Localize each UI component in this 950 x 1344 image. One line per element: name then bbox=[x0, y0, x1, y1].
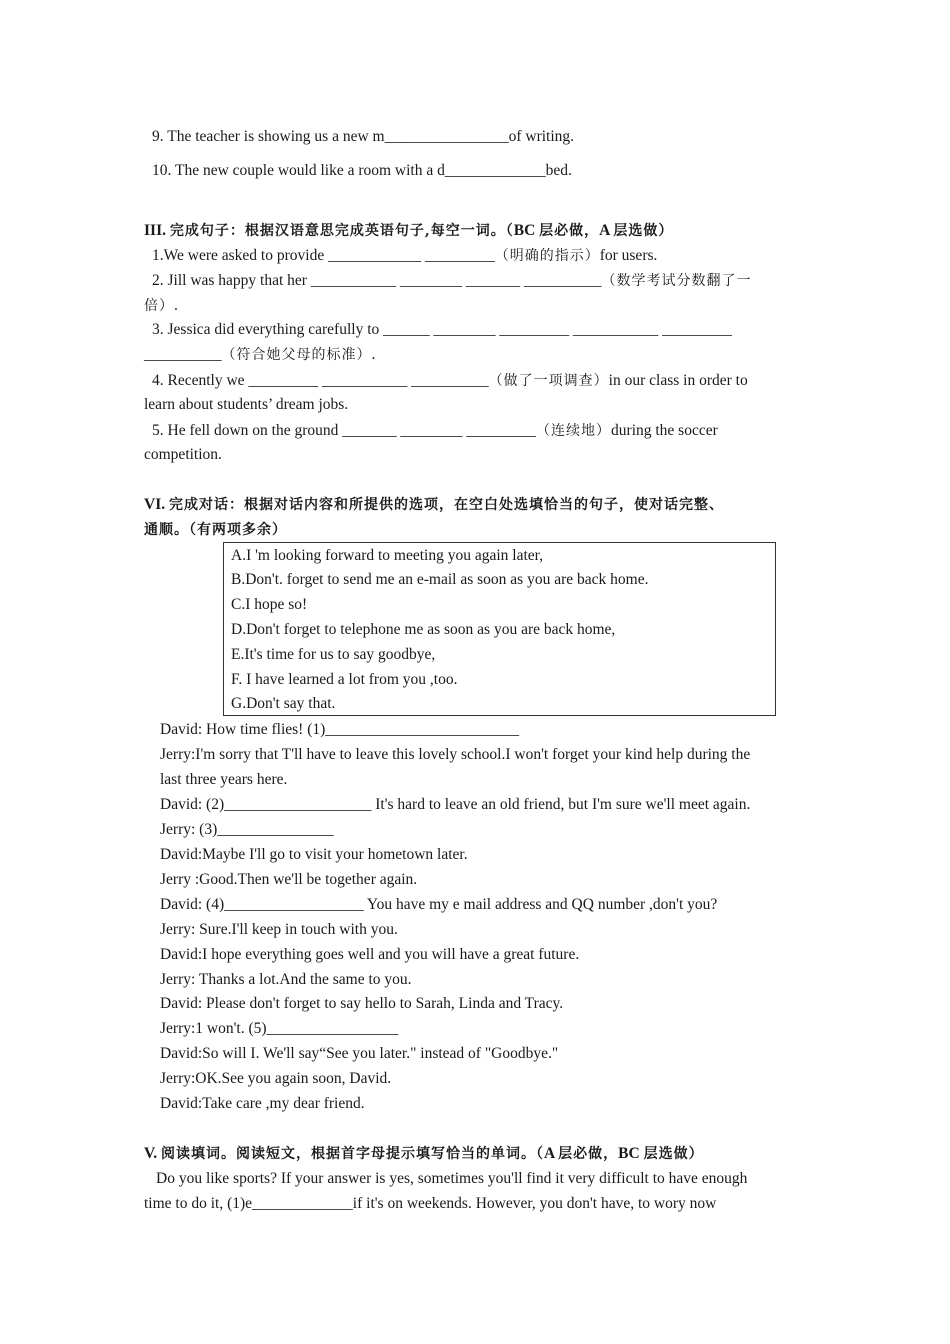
option-c: C.I hope so! bbox=[231, 596, 308, 613]
dialogue-line: Jerry:1 won't. (5)_________________ bbox=[160, 1020, 399, 1037]
section-6-heading-cont: 通顺。（有两项多余） bbox=[144, 522, 287, 538]
dialogue-line: David: How time flies! (1)_________________________ bbox=[160, 721, 520, 738]
sentence-1: 1.We were asked to provide ____________ _________（明确的指示）for users. bbox=[152, 247, 658, 264]
dialogue-line: Jerry: Thanks a lot.And the same to you. bbox=[160, 971, 412, 988]
option-g: G.Don't say that. bbox=[231, 695, 336, 712]
sentence-2-cont: 倍）. bbox=[144, 297, 178, 314]
dialogue-line: David:Take care ,my dear friend. bbox=[160, 1095, 365, 1112]
section-5-heading: V. 阅读填词。阅读短文，根据首字母提示填写恰当的单词。（A 层必做，BC 层选做） bbox=[144, 1145, 704, 1162]
dialogue-line: last three years here. bbox=[160, 771, 288, 788]
question-10: 10. The new couple would like a room with a d_____________bed. bbox=[152, 162, 572, 179]
option-d: D.Don't forget to telephone me as soon as you are back home, bbox=[231, 621, 616, 638]
section-6-heading: VI. 完成对话：根据对话内容和所提供的选项，在空白处选填恰当的句子，使对话完整、 bbox=[144, 496, 724, 513]
section-3-heading: III. 完成句子：根据汉语意思完成英语句子,每空一词。（BC 层必做，A 层选做） bbox=[144, 222, 674, 239]
dialogue-line: Jerry:OK.See you again soon, David. bbox=[160, 1070, 392, 1087]
dialogue-line: Jerry :Good.Then we'll be together again. bbox=[160, 871, 418, 888]
sentence-5-cont: competition. bbox=[144, 446, 222, 463]
option-a: A.I 'm looking forward to meeting you again later, bbox=[231, 547, 544, 564]
option-e: E.It's time for us to say goodbye, bbox=[231, 646, 436, 663]
sentence-2: 2. Jill was happy that her ___________ ________ _______ __________（数学考试分数翻了一 bbox=[152, 272, 752, 289]
dialogue-line: David: (2)___________________ It's hard to leave an old friend, but I'm sure we'll meet again. bbox=[160, 796, 751, 813]
sentence-4: 4. Recently we _________ ___________ __________（做了一项调查）in our class in order to bbox=[152, 372, 748, 389]
dialogue-line: David:So will I. We'll say“See you later." instead of "Goodbye." bbox=[160, 1045, 559, 1062]
dialogue-line: Jerry: Sure.I'll keep in touch with you. bbox=[160, 921, 398, 938]
question-9: 9. The teacher is showing us a new m________________of writing. bbox=[152, 128, 575, 145]
dialogue-line: David:Maybe I'll go to visit your hometown later. bbox=[160, 846, 468, 863]
passage-line-1: Do you like sports? If your answer is yes, sometimes you'll find it very difficult to have enough bbox=[156, 1170, 748, 1187]
dialogue-line: David:I hope everything goes well and you will have a great future. bbox=[160, 946, 580, 963]
option-b: B.Don't. forget to send me an e-mail as soon as you are back home. bbox=[231, 571, 649, 588]
passage-line-2: time to do it, (1)e_____________if it's on weekends. However, you don't have, to wory now bbox=[144, 1195, 717, 1212]
sentence-3-cont: __________（符合她父母的标准）. bbox=[144, 346, 376, 363]
option-f: F. I have learned a lot from you ,too. bbox=[231, 671, 458, 688]
sentence-4-cont: learn about students’ dream jobs. bbox=[144, 396, 349, 413]
sentence-3: 3. Jessica did everything carefully to ______ ________ _________ ___________ _________ bbox=[152, 321, 732, 338]
dialogue-line: Jerry: (3)_______________ bbox=[160, 821, 334, 838]
dialogue-line: David: (4)__________________ You have my e mail address and QQ number ,don't you? bbox=[160, 896, 718, 913]
dialogue-line: Jerry:I'm sorry that T'll have to leave this lovely school.I won't forget your kind help during the bbox=[160, 746, 751, 763]
sentence-5: 5. He fell down on the ground _______ ________ _________（连续地）during the soccer bbox=[152, 422, 718, 439]
dialogue-line: David: Please don't forget to say hello to Sarah, Linda and Tracy. bbox=[160, 995, 564, 1012]
